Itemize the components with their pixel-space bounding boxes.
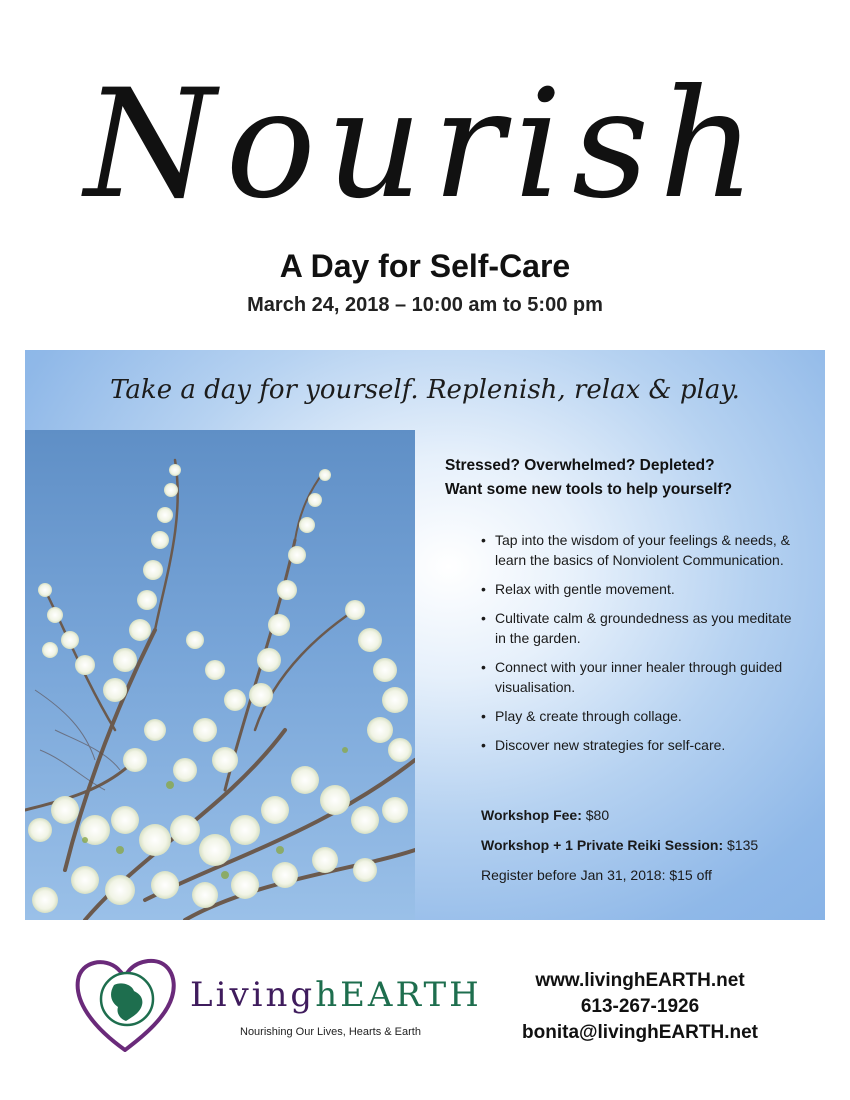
reiki-fee-value: $135 (723, 837, 759, 853)
page-title: Nourish (84, 58, 766, 232)
website-link[interactable]: www.livinghEARTH.net (535, 970, 745, 991)
question-line-2: Want some new tools to help yourself? (445, 481, 733, 498)
blossom-branches-icon (25, 430, 415, 920)
brand-prefix: Living (190, 975, 316, 1015)
list-item (481, 706, 795, 726)
questions (445, 454, 805, 502)
heart-earth-logo-icon (70, 955, 180, 1055)
bullet-icon: • (481, 532, 486, 548)
brand-slogan: Nourishing Our Lives, Hearts & Earth (240, 1026, 421, 1038)
phone-number: 613-267-1926 (580, 996, 700, 1017)
benefits-list (481, 530, 795, 764)
list-item (481, 608, 795, 648)
blossom-photo (25, 430, 415, 920)
reiki-fee (481, 836, 811, 854)
fees-block (481, 806, 811, 896)
bullet-icon: • (481, 737, 486, 753)
contact-info (490, 968, 790, 1046)
bullet-icon: • (481, 708, 486, 724)
workshop-fee-label: Workshop Fee: (481, 807, 582, 823)
workshop-fee (481, 806, 811, 824)
list-item (481, 657, 795, 697)
early-registration: Register before Jan 31, 2018: $15 off (481, 867, 712, 883)
list-item (481, 735, 795, 755)
tagline: Take a day for yourself. Replenish, relax & play. (110, 375, 740, 405)
benefit-text: Cultivate calm & groundedness as you meditate in the garden. (495, 610, 792, 646)
benefit-text: Discover new strategies for self-care. (495, 737, 726, 753)
bullet-icon: • (481, 581, 486, 597)
email-link[interactable]: bonita@livinghEARTH.net (522, 1022, 758, 1043)
page-subtitle: A Day for Self-Care (279, 248, 571, 284)
brand-suffix: hEARTH (315, 975, 482, 1015)
benefit-text: Connect with your inner healer through guided visualisation. (495, 659, 783, 695)
workshop-fee-value: $80 (581, 807, 610, 823)
list-item (481, 530, 795, 570)
benefit-text: Relax with gentle movement. (495, 581, 675, 597)
brand-name (190, 975, 482, 1015)
bullet-icon: • (481, 610, 486, 626)
event-date: March 24, 2018 – 10:00 am to 5:00 pm (247, 294, 603, 316)
benefit-text: Play & create through collage. (495, 708, 682, 724)
list-item (481, 579, 795, 599)
question-line-1: Stressed? Overwhelmed? Depleted? (445, 457, 715, 474)
benefit-text: Tap into the wisdom of your feelings & needs, & learn the basics of Nonviolent Communication. (495, 532, 790, 568)
reiki-fee-label: Workshop + 1 Private Reiki Session: (481, 837, 724, 853)
info-panel (25, 350, 825, 920)
bullet-icon: • (481, 659, 486, 675)
